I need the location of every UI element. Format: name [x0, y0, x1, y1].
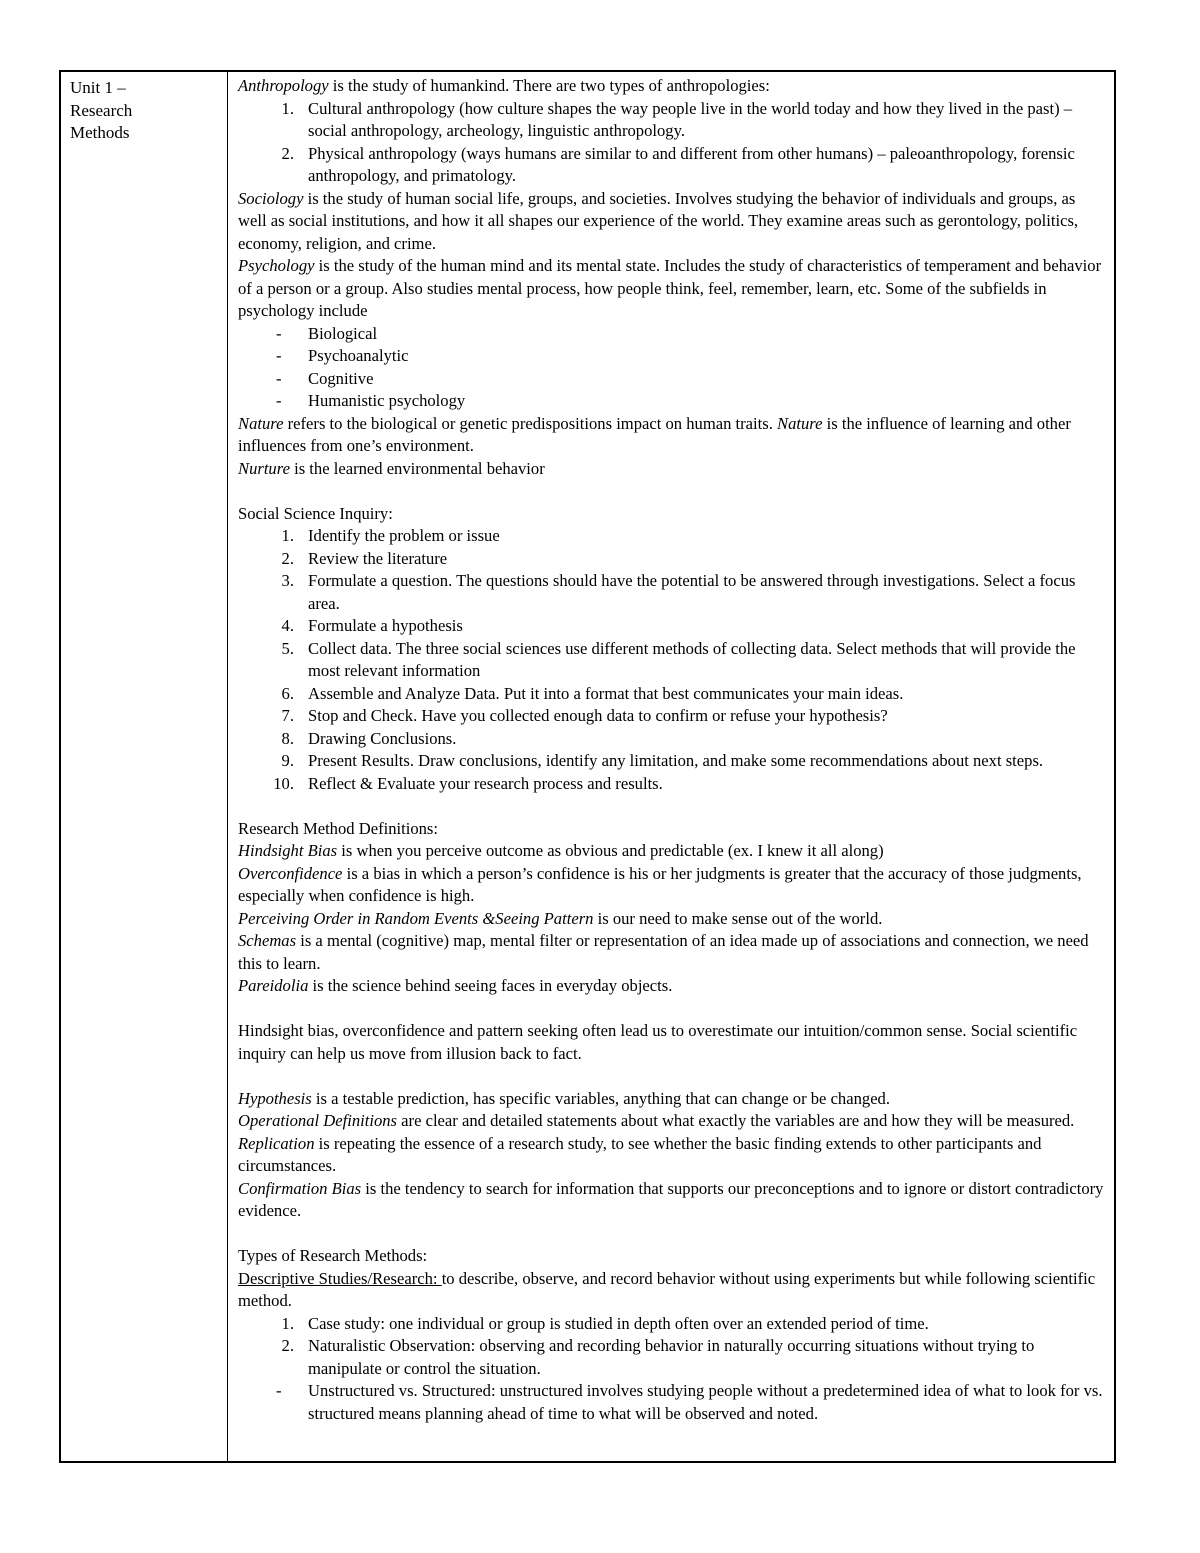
- descriptive-definition: Descriptive Studies/Research: to describe, observe, and record behavior without using experiments but while following scientific method.: [238, 1268, 1096, 1310]
- nurture-definition: Nurture is the learned environmental behavior: [238, 458, 545, 478]
- notes-cell: [228, 72, 1114, 1461]
- list-item: 2. Review the literature: [281, 548, 448, 568]
- list-item: 9. Present Results. Draw conclusions, identify any limitation, and make some recommendations about next steps.: [281, 751, 1044, 770]
- unit-title-line: Methods: [70, 123, 130, 142]
- list-item: 1. Cultural anthropology (how culture shapes the way people live in the world today and how they lived in the past) – social anthropology, archeology, linguistic anthropology.: [281, 98, 1073, 140]
- descriptive-types-list: [238, 1313, 1106, 1426]
- inquiry-heading: Social Science Inquiry:: [238, 503, 393, 523]
- unit-title-line: Unit 1 –: [70, 78, 126, 97]
- list-item: - Psychoanalytic: [276, 346, 409, 365]
- definition-item: Hindsight Bias is when you perceive outcome as obvious and predictable (ex. I knew it all along): [238, 841, 884, 860]
- list-item: 4. Formulate a hypothesis: [281, 616, 463, 635]
- list-item: 3. Formulate a question. The questions should have the potential to be answered through investigations. Select a focus area.: [281, 571, 1076, 613]
- list-item: 10. Reflect & Evaluate your research process and results.: [273, 773, 663, 793]
- list-item: 2. Physical anthropology (ways humans are similar to and different from other humans) – paleoanthropology, forensic anthropology, and primatology.: [281, 143, 1075, 185]
- definition-item: Replication is repeating the essence of a research study, to see whether the basic finding extends to other participants and circumstances.: [238, 1133, 1042, 1175]
- list-item: 7. Stop and Check. Have you collected enough data to confirm or refuse your hypothesis?: [281, 706, 888, 725]
- nature-definition: Nature refers to the biological or genetic predispositions impact on human traits. Nature is the influence of learning and other influences from one’s environment.: [238, 413, 1071, 455]
- list-item: - Unstructured vs. Structured: unstructured involves studying people without a predetermined idea of what to look for vs. structured means planning ahead of time to what will be observed and noted.: [276, 1381, 1103, 1423]
- definition-item: Schemas is a mental (cognitive) map, mental filter or representation of an idea made up of associations and connection, we need this to learn.: [238, 931, 1089, 973]
- definition-item: Perceiving Order in Random Events &Seeing Pattern is our need to make sense out of the world.: [238, 908, 883, 928]
- list-item: 5. Collect data. The three social sciences use different methods of collecting data. Select methods that will provide the most relevant information: [281, 638, 1076, 680]
- anthropology-definition: Anthropology is the study of humankind. There are two types of anthropologies:: [238, 76, 770, 95]
- notes-table: [59, 70, 1116, 1463]
- list-item: 6. Assemble and Analyze Data. Put it into a format that best communicates your main ideas.: [281, 683, 904, 703]
- definition-item: Overconfidence is a bias in which a person’s confidence is his or her judgments is greater that the accuracy of those judgments, especially when confidence is high.: [238, 863, 1082, 905]
- list-item: 8. Drawing Conclusions.: [281, 728, 457, 748]
- summary-paragraph: Hindsight bias, overconfidence and pattern seeking often lead us to overestimate our intuition/common sense. Social scientific inquiry can help us move from illusion back to fact.: [238, 1021, 1078, 1063]
- definitions-heading: Research Method Definitions:: [238, 818, 439, 838]
- anthropology-types-list: [238, 98, 1106, 188]
- definition-item: Confirmation Bias is the tendency to search for information that supports our preconceptions and to ignore or distort contradictory evidence.: [238, 1178, 1104, 1220]
- psychology-subfields-list: [238, 323, 1106, 413]
- definition-item: Hypothesis is a testable prediction, has specific variables, anything that can change or be changed.: [238, 1088, 891, 1108]
- list-item: 2. Naturalistic Observation: observing and recording behavior in naturally occurring situations without trying to manipulate or control the situation.: [281, 1336, 1035, 1378]
- sociology-definition: Sociology is the study of human social life, groups, and societies. Involves studying the behavior of individuals and groups, as well as social institutions, and how it all shapes our experience of the world. They examine areas such as gerontology, politics, economy, religion, and crime.: [238, 188, 1079, 253]
- definition-item: Pareidolia is the science behind seeing faces in everyday objects.: [238, 976, 673, 995]
- list-item: - Biological: [276, 323, 378, 343]
- list-item: - Cognitive: [276, 368, 374, 388]
- psychology-definition: Psychology is the study of the human mind and its mental state. Includes the study of characteristics of temperament and behavior of a person or a group. Also studies mental process, how people think, feel, remember, learn, etc. Some of the subfields in psychology include: [238, 256, 1102, 320]
- definition-item: Operational Definitions are clear and detailed statements about what exactly the variables are and how they will be measured.: [238, 1111, 1075, 1130]
- list-item: - Humanistic psychology: [276, 391, 466, 410]
- list-item: 1. Identify the problem or issue: [281, 526, 500, 545]
- types-heading: Types of Research Methods:: [238, 1246, 428, 1265]
- list-item: 1. Case study: one individual or group is studied in depth often over an extended period of time.: [281, 1313, 929, 1333]
- unit-title-line: Research: [70, 100, 133, 120]
- unit-cell: [61, 72, 228, 1461]
- inquiry-steps-list: [238, 525, 1106, 795]
